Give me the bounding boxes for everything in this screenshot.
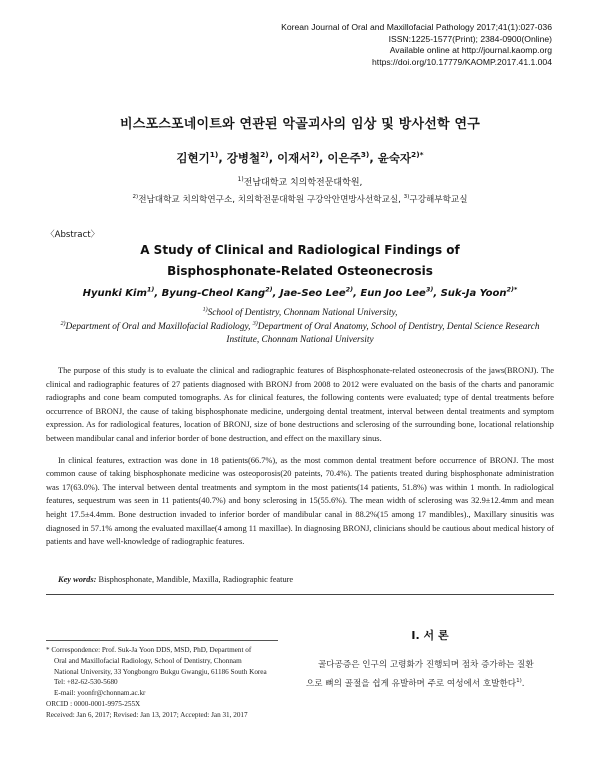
author-name: 윤숙자 — [377, 151, 412, 165]
english-title-line-1: A Study of Clinical and Radiological Findings of — [140, 243, 460, 257]
intro-line-1 — [306, 656, 554, 675]
author-name: 강병철 — [226, 151, 261, 165]
doi-link[interactable]: https://doi.org/10.17779/KAOMP.2017.41.1.004 — [372, 56, 552, 67]
author-name: Eun Joo Lee — [360, 288, 426, 299]
author-affil-mark: 2) — [265, 285, 273, 294]
author-affil-mark: 2)* — [506, 285, 518, 294]
korean-authors: 김현기$^{1)}$, 강병철$^{2)}$, 이재서$^{2)}$, 이은주$^{3)}$, 윤숙자$^{2)*}$ — [176, 150, 424, 165]
affil-text: 전남대학교 치의학전문대학원, — [243, 178, 363, 188]
english-authors: Hyunki Kim$^{1)}$, Byung-Cheol Kang$^{2)}$, Jae-Seo Lee$^{2)}$, Eun Joo Lee$^{3)}$, Suk-Ja Yoon$^{2)*}$ — [82, 285, 518, 299]
author-name: 김현기 — [176, 151, 210, 165]
affil-text: Department of Oral and Maxillofacial Radiology, — [65, 321, 251, 332]
footnote-line: Oral and Maxillofacial Radiology, School of Dentistry, Chonnam — [54, 656, 242, 665]
author-affil-mark: 2)* — [411, 150, 424, 160]
online-availability: Available online at http://journal.kaomp.org — [389, 45, 552, 55]
author-affil-mark: 2) — [345, 285, 354, 294]
english-title-line-2: Bisphosphonate-Related Osteonecrosis — [167, 264, 433, 278]
author-name: Jae-Seo Lee — [279, 288, 346, 299]
korean-title: 비스포스포네이트와 연관된 악골괴사의 임상 및 방사선학 연구 — [119, 117, 481, 132]
author-name: Byung-Cheol Kang — [161, 288, 266, 299]
author-affil-mark: 2) — [310, 150, 320, 160]
abstract-paragraph-2: In clinical features, extraction was done in 18 patients(66.7%), as the most common dental treatment before occurrence of BRONJ. The most common cause of taking bisphosphonate medicine was osteoporosis(20 pateints, 70.4%). The patients treated during bisphosphonate administration was 17(63.0%). The interval between dental treatments and symptom in the most patients(14 patients, 51.8%) was within 1 month. In radiological features, sequestrum was seen in 11 patients(40.7%) and bony sclerosing in 15(55.6%). The mean width of sclerosing was 32.9±12.4mm and mean height 17.5±4.4mm. Bone destruction invaded to inferior border of mandibular canal in 88.2%(15 among 17 mandibles)., Maxillary sinusitis was diagnosed in 57.1% among the evaluated maxillae(4 among 11 maxillae). In diagnosing BRONJ, clinicians should be cautious about medical history of patients and have well-knowledge of radiographic features. — [46, 455, 554, 547]
affil-mark: 1) — [237, 177, 244, 183]
affil-text: Department of Oral Anatomy, School of Dentistry, Dental Science Research Institute, Chonnam National University — [226, 321, 540, 345]
section-heading: Ⅰ. 서 론 — [411, 629, 449, 642]
abstract-label: 〈Abstract〉 — [46, 230, 100, 240]
english-affiliations — [46, 307, 554, 348]
affil-mark: 3) — [403, 194, 410, 201]
footnote-line: Tel: +82-62-530-5680 — [54, 678, 118, 687]
affil-mark: 1) — [202, 306, 208, 313]
english-affiliation-1 — [46, 307, 554, 321]
issn: ISSN:1225-1577(Print); 2384-0900(Online) — [388, 33, 552, 44]
intro-line-2 — [306, 675, 554, 694]
author-name: Suk-Ja Yoon — [440, 288, 507, 299]
intro-text: . — [521, 679, 525, 689]
journal-citation: Korean Journal of Oral and Maxillofacial Pathology 2017;41(1):027-036 — [281, 22, 552, 32]
author-affil-mark: 1) — [146, 285, 155, 294]
abstract-paragraph-1: The purpose of this study is to evaluate the clinical and radiographic features of Bisphosphonate-related osteonecrosis of the jaws(BRONJ). The clinical and radiographic features of 27 patients diagnosed with BRONJ from 2008 to 2012 were evaluated on the basis of the charts and panoramic radiographs and cone beam computed tomographs. As for clinical features, the following contents were evaluated; type of dental treatments before occurrence of BRONJ, the cause of taking bisphosphonate medicine, undergoing dental treatment, interval between dental treatments and symptom expression. As for radiological features, location of BRONJ, size of bone destructions and sclerosing of the surrounding bone, locational relationship between mandibular canal and inferior border of bone destruction, and effect on the maxillary sinus. — [46, 366, 554, 443]
korean-affiliation-2 — [0, 193, 600, 205]
intro-text: 골다공증은 인구의 고령화가 진행되며 점차 증가하는 질환 — [318, 660, 534, 670]
footnote-email[interactable]: E-mail: yoonfr@chonnam.ac.kr — [54, 689, 146, 698]
citation-mark: 1) — [516, 678, 522, 685]
author-affil-mark: 1) — [209, 150, 219, 160]
english-affiliation-2 — [46, 321, 554, 348]
footnote-line: * Correspondence: Prof. Suk-Ja Yoon DDS, MSD, PhD, Department of — [46, 646, 252, 654]
correspondence-footnote — [46, 640, 278, 721]
affil-mark: 2) — [132, 194, 139, 201]
affil-text: 구강해부학교실 — [409, 195, 468, 205]
affil-mark: 3) — [252, 320, 258, 327]
keywords-text: Bisphosphonate, Mandible, Maxilla, Radiographic feature — [98, 575, 294, 584]
abstract-body — [46, 364, 554, 557]
english-title — [0, 240, 600, 282]
author-affil-mark: 3) — [425, 285, 434, 294]
keywords-label: Key words: — [58, 575, 97, 584]
author-name: 이은주 — [327, 151, 361, 165]
korean-affiliation-1 — [0, 175, 600, 188]
affil-text: 전남대학교 치의학연구소, 치의학전문대학원 구강악안면방사선학교실, — [138, 195, 401, 205]
author-affil-mark: 2) — [260, 150, 269, 160]
keywords — [58, 575, 293, 584]
journal-info — [281, 22, 552, 68]
footnote-dates: Received: Jan 6, 2017; Revised: Jan 13, 2017; Accepted: Jan 31, 2017 — [46, 710, 248, 719]
author-name: Hyunki Kim — [82, 288, 147, 299]
abstract-divider — [46, 594, 554, 595]
footnote-orcid: ORCID : 0000-0001-9975-255X — [46, 699, 141, 708]
affil-mark: 2) — [60, 320, 66, 327]
introduction-text — [306, 656, 554, 694]
intro-text: 으로 뼈의 골절을 쉽게 유발하며 주로 여성에서 호발한다 — [306, 679, 517, 689]
author-name: 이재서 — [277, 151, 311, 165]
footnote-line: National University, 33 Yongbongro Bukgu Gwangju, 61186 South Korea — [54, 667, 267, 676]
author-affil-mark: 3) — [360, 150, 370, 160]
affil-text: School of Dentistry, Chonnam National University, — [207, 308, 398, 318]
